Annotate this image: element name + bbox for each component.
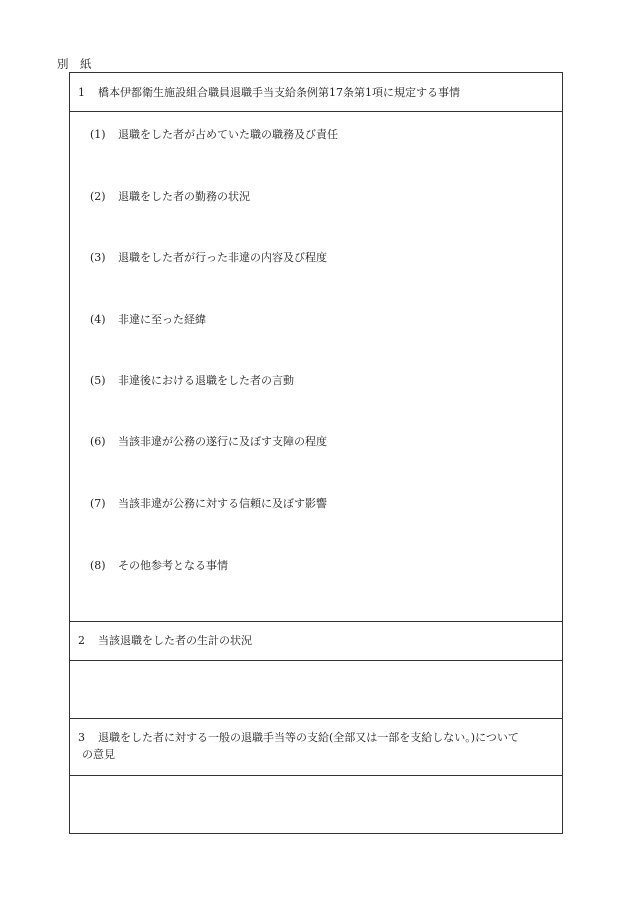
item-text: 退職をした者が行った非違の内容及び程度 <box>118 251 327 264</box>
section2-heading <box>78 632 554 649</box>
item-number: (4) <box>90 313 106 326</box>
section3-title-line1: 退職をした者に対する一般の退職手当等の支給(全部又は一部を支給しない。)について <box>98 731 519 744</box>
section1-item-4 <box>90 312 552 328</box>
section2-number: 2 <box>78 634 85 647</box>
section2-divider <box>70 718 562 719</box>
item-text: 当該非違が公務の遂行に及ぼす支障の程度 <box>118 435 327 448</box>
item-number: (3) <box>90 251 106 264</box>
item-number: (5) <box>90 374 106 387</box>
section2-answer-area <box>70 661 562 717</box>
item-number: (6) <box>90 435 106 448</box>
item-text: その他参考となる事情 <box>118 559 228 572</box>
section3-heading <box>78 729 554 763</box>
section1-item-1 <box>90 127 552 143</box>
item-text: 非違に至った経緯 <box>118 313 206 326</box>
section3-answer-area <box>70 776 562 833</box>
section2-title: 当該退職をした者の生計の状況 <box>98 634 252 647</box>
item-text: 退職をした者が占めていた職の職務及び責任 <box>118 128 338 141</box>
item-text: 当該非違が公務に対する信頼に及ぼす影響 <box>118 497 327 510</box>
item-number: (2) <box>90 190 106 203</box>
section3-number: 3 <box>78 731 85 744</box>
attachment-label: 別 紙 <box>57 57 92 71</box>
section1-item-5 <box>90 373 552 389</box>
item-text: 退職をした者の勤務の状況 <box>118 190 250 203</box>
section3-heading-line1 <box>78 729 554 746</box>
item-number: (7) <box>90 497 106 510</box>
section1-item-6 <box>90 434 552 450</box>
section1-heading <box>78 84 554 101</box>
section1-item-2 <box>90 189 552 205</box>
section3-heading-line2 <box>78 746 554 763</box>
item-number: (8) <box>90 559 106 572</box>
section1-divider <box>70 621 562 622</box>
form-table <box>69 72 563 834</box>
section3-title-line2: の意見 <box>82 748 115 761</box>
section1-title: 橋本伊都衛生施設組合職員退職手当支給条例第17条第1項に規定する事情 <box>98 86 460 99</box>
section1-number: 1 <box>78 86 85 99</box>
item-number: (1) <box>90 128 106 141</box>
item-text: 非違後における退職をした者の言動 <box>118 374 294 387</box>
section1-item-8 <box>90 558 552 574</box>
section1-heading-divider <box>70 111 562 112</box>
section1-item-7 <box>90 496 552 512</box>
section1-item-3 <box>90 250 552 266</box>
